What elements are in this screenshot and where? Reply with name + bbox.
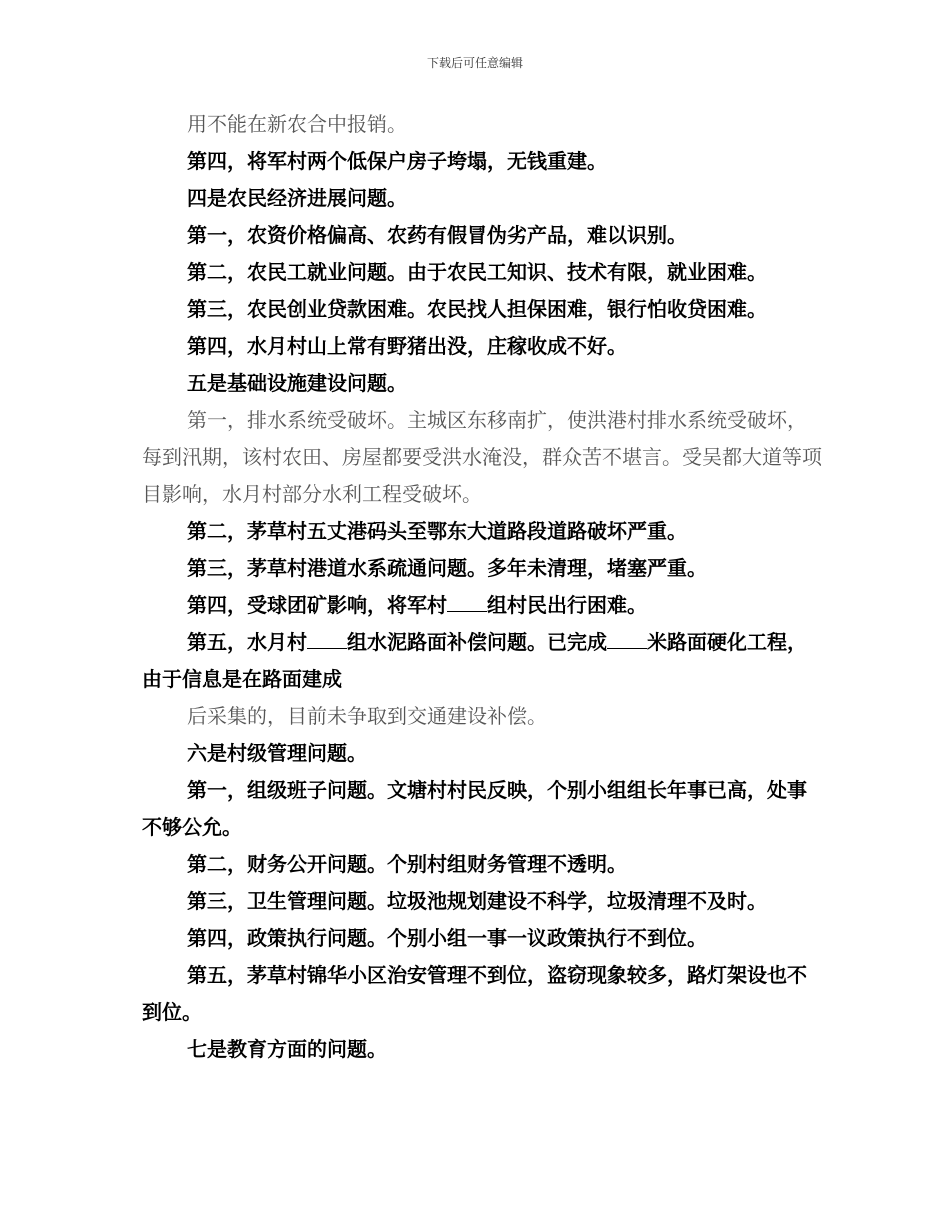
paragraph-text: 组水泥路面补偿问题。已完成 [347, 630, 607, 654]
paragraph: 第四，政策执行问题。个别小组一事一议政策执行不到位。 [187, 926, 707, 950]
paragraph-text: 第四，受球团矿影响，将军村 [187, 593, 447, 617]
page-header: 下载后可任意编辑 [426, 56, 523, 70]
section-heading: 四是农民经济进展问题。 [187, 186, 407, 210]
paragraph: 第三，卫生管理问题。垃圾池规划建设不科学，垃圾清理不及时。 [187, 889, 767, 913]
paragraph: 第三，茅草村港道水系疏通问题。多年未清理，堵塞严重。 [187, 556, 707, 580]
paragraph: 后采集的，目前未争取到交通建设补偿。 [187, 704, 547, 728]
document-body [142, 106, 822, 1068]
paragraph: 第五，茅草村锦华小区治安管理不到位，盗窃现象较多，路灯架设也不到位。 [142, 963, 807, 1024]
paragraph: 第四，将军村两个低保户房子垮塌，无钱重建。 [187, 149, 607, 173]
fill-in-blank [607, 630, 647, 649]
section-heading: 六是村级管理问题。 [187, 741, 367, 765]
paragraph: 第二，财务公开问题。个别村组财务管理不透明。 [187, 852, 627, 876]
paragraph: 第三，农民创业贷款困难。农民找人担保困难，银行怕收贷困难。 [187, 297, 767, 321]
paragraph: 第二，农民工就业问题。由于农民工知识、技术有限，就业困难。 [187, 260, 767, 284]
paragraph: 用不能在新农合中报销。 [187, 112, 407, 136]
paragraph: 第一，组级班子问题。文塘村村民反映，个别小组组长年事已高，处事不够公允。 [142, 778, 807, 839]
fill-in-blank [447, 593, 487, 612]
paragraph-text: 第五，水月村 [187, 630, 307, 654]
paragraph: 第一，农资价格偏高、农药有假冒伪劣产品，难以识别。 [187, 223, 687, 247]
paragraph [142, 587, 822, 624]
paragraph: 第一，排水系统受破坏。主城区东移南扩，使洪港村排水系统受破坏，每到汛期，该村农田、房屋都要受洪水淹没，群众苦不堪言。受吴都大道等项目影响，水月村部分水利工程受破坏。 [142, 408, 822, 506]
fill-in-blank [307, 630, 347, 649]
paragraph: 第二，茅草村五丈港码头至鄂东大道路段道路破坏严重。 [187, 519, 687, 543]
paragraph-text: 米路面硬化工程，由于信息是在路面建成 [142, 630, 807, 691]
paragraph: 第四，水月村山上常有野猪出没，庄稼收成不好。 [187, 334, 627, 358]
paragraph [142, 624, 822, 698]
paragraph-text: 组村民出行困难。 [487, 593, 647, 617]
section-heading: 五是基础设施建设问题。 [187, 371, 407, 395]
section-heading: 七是教育方面的问题。 [187, 1037, 387, 1061]
